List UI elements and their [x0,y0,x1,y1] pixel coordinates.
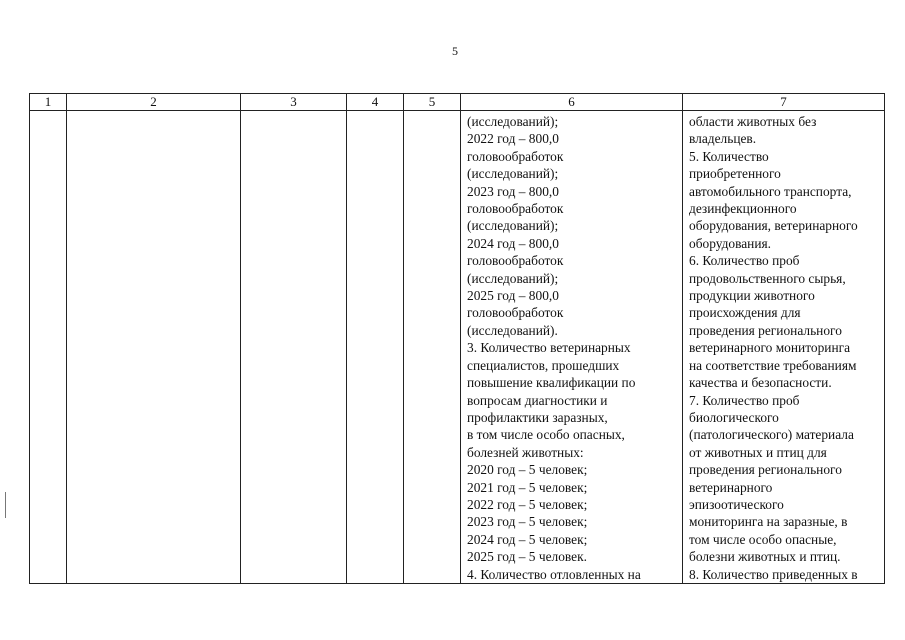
cell-col-4 [347,111,404,584]
column-header-5: 5 [404,94,461,111]
program-table [29,93,885,584]
page-number: 5 [452,44,458,58]
indicators-text-col-7: области животных без владельцев. 5. Количество приобретенного автомобильного транспорта, дезинфекционного оборудования, ветеринарного оборудования. 6. Количество проб продовольственного сырья, продукции животного происхождения для проведения регионального ветеринарного мониторинга на соответствие требованиям качества и безопасности. 7. Количество проб биологического (патологического) материала от животных и птиц для проведения регионального ветеринарного эпизоотического мониторинга на заразные, в том числе особо опасные, болезни животных и птиц. 8. Количество приведенных в [689,114,858,582]
indicators-text-col-6: (исследований); 2022 год – 800,0 головообработок (исследований); 2023 год – 800,0 головообработок (исследований); 2024 год – 800,0 головообработок (исследований); 2025 год – 800,0 головообработок (исследований). 3. Количество ветеринарных специалистов, прошедших повышение квалификации по вопросам диагностики и профилактики заразных, в том числе особо опасных, болезней животных: 2020 год – 5 человек; 2021 год – 5 человек; 2022 год – 5 человек; 2023 год – 5 человек; 2024 год – 5 человек; 2025 год – 5 человек. 4. Количество отловленных на [467,114,641,582]
column-header-1: 1 [30,94,67,111]
cell-col-3 [241,111,347,584]
cell-col-2 [67,111,241,584]
column-header-4: 4 [347,94,404,111]
cell-col-5 [404,111,461,584]
cell-col-6 [461,111,683,584]
table-row [30,111,885,584]
cell-col-7 [683,111,885,584]
table-header-row [30,94,885,111]
column-header-7: 7 [683,94,885,111]
column-header-6: 6 [461,94,683,111]
column-header-3: 3 [241,94,347,111]
cell-col-1 [30,111,67,584]
scan-margin-mark [5,492,6,518]
column-header-2: 2 [67,94,241,111]
